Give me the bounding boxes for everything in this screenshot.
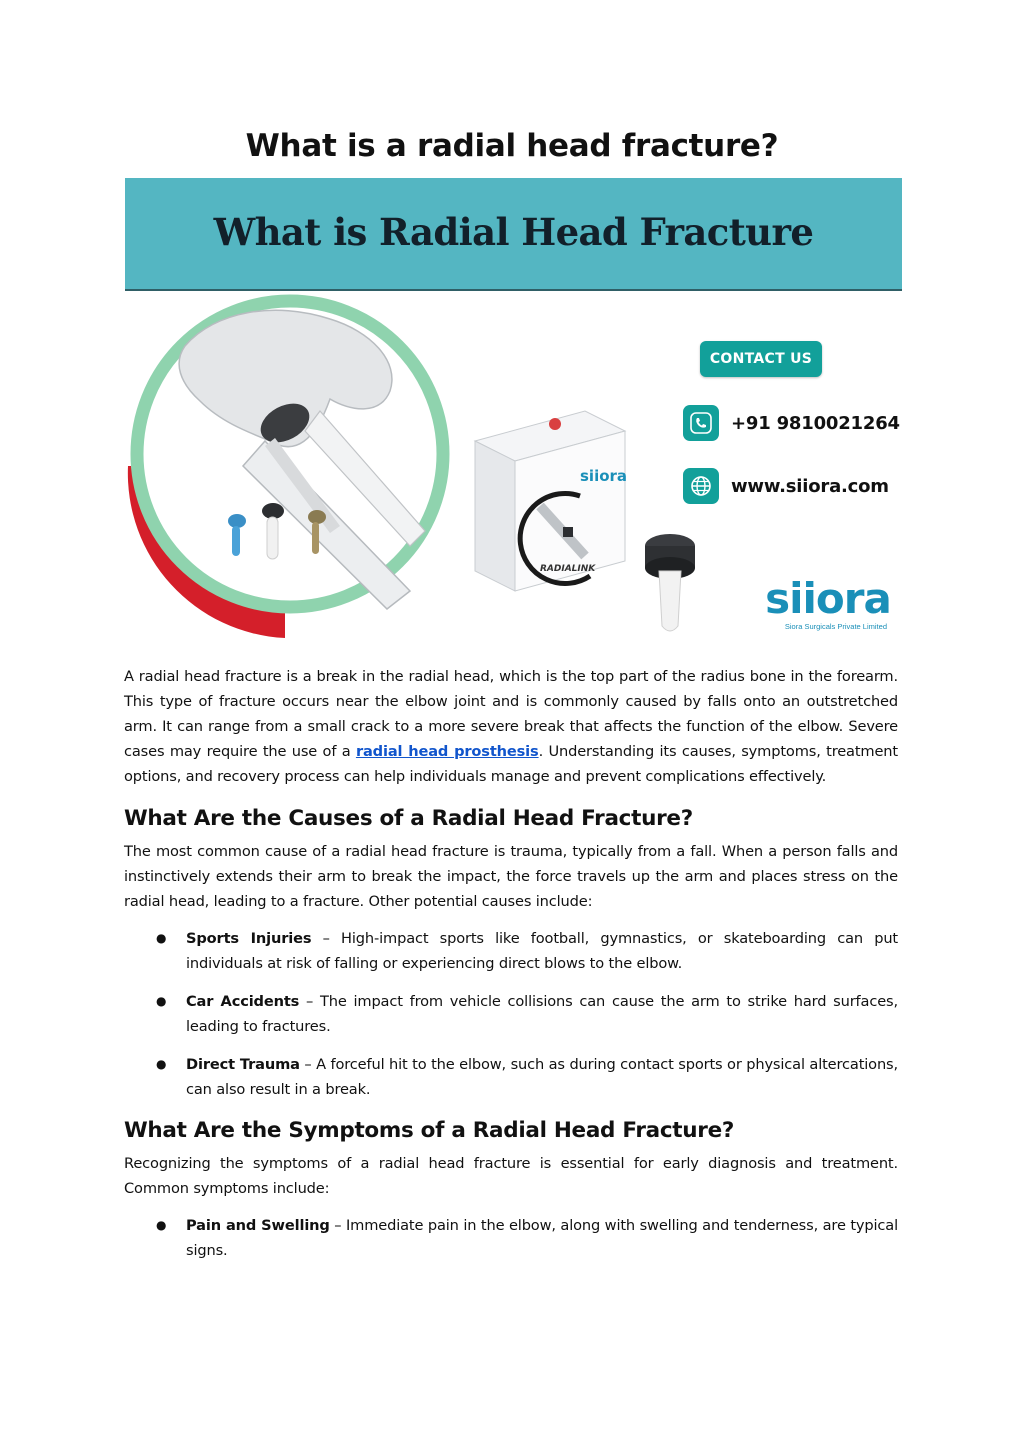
intro-text: A radial head fracture is a break in the radial head, which is the top part of the radius bone in the forearm. This type of fracture occurs near the elbow joint and is commonly caused by falls onto an outstretched arm. It can range from a small crack to a more severe break that affects the function of the elbow. Severe cases may require the use of a xyxy=(124,668,898,760)
website-row[interactable] xyxy=(683,468,889,504)
implant-large xyxy=(645,534,695,631)
symptoms-heading: What Are the Symptoms of a Radial Head Fracture? xyxy=(124,1118,735,1143)
product-box xyxy=(475,411,627,591)
hero-image xyxy=(125,178,902,648)
list-item-text: – Immediate pain in the elbow, along with swelling and tenderness, are typical signs. xyxy=(186,1217,898,1259)
symptoms-list xyxy=(124,1213,898,1263)
list-item xyxy=(124,926,898,976)
causes-intro: The most common cause of a radial head fracture is trauma, typically from a fall. When a person falls and instinctively extends their arm to break the impact, the force travels up the arm and places stress on the radial head, leading to a fracture. Other potential causes include: xyxy=(124,843,898,910)
list-item-title: Pain and Swelling xyxy=(186,1217,330,1234)
list-item-text: – The impact from vehicle collisions can cause the arm to strike hard surfaces, leading to fractures. xyxy=(186,993,898,1035)
brand-tagline: Siora Surgicals Private Limited xyxy=(784,622,887,631)
phone-number: +91 9810021264 xyxy=(731,412,900,434)
article-body xyxy=(124,664,898,1276)
intro-paragraph xyxy=(124,664,898,789)
list-item xyxy=(124,1052,898,1102)
symptoms-intro: Recognizing the symptoms of a radial head fracture is essential for early diagnosis and treatment. Common symptoms include: xyxy=(124,1155,898,1197)
svg-text:siiora: siiora xyxy=(580,467,628,485)
brand-logo xyxy=(753,574,902,631)
causes-heading: What Are the Causes of a Radial Head Fracture? xyxy=(124,806,693,831)
phone-icon xyxy=(683,405,719,441)
list-item xyxy=(124,1213,898,1263)
svg-text:RADIALINK: RADIALINK xyxy=(540,564,596,574)
list-item-title: Car Accidents xyxy=(186,993,300,1010)
hero-banner xyxy=(125,178,902,291)
list-item-title: Direct Trauma xyxy=(186,1056,300,1073)
list-item-text: – A forceful hit to the elbow, such as during contact sports or physical altercations, can also result in a break. xyxy=(186,1056,898,1098)
radial-head-prosthesis-link[interactable]: radial head prosthesis xyxy=(355,743,539,760)
phone-row[interactable] xyxy=(683,405,900,441)
intro-text-end: . Understanding its causes, symptoms, treatment options, and recovery process can help individuals manage and prevent complications effectively. xyxy=(124,743,898,785)
bullet-icon: ● xyxy=(156,931,167,945)
list-item-text: – High-impact sports like football, gymnastics, or skateboarding can put individuals at risk of falling or experiencing direct blows to the elbow. xyxy=(186,930,898,972)
list-item xyxy=(124,989,898,1039)
brand-name: siiora xyxy=(765,574,891,623)
bullet-icon: ● xyxy=(156,1218,167,1232)
page-title: What is a radial head fracture? xyxy=(245,128,779,164)
causes-list xyxy=(124,926,898,1102)
list-item-title: Sports Injuries xyxy=(186,930,312,947)
globe-icon xyxy=(683,468,719,504)
bullet-icon: ● xyxy=(156,994,167,1008)
hero-banner-title: What is Radial Head Fracture xyxy=(213,209,814,254)
website-url: www.siiora.com xyxy=(731,475,889,497)
contact-us-button[interactable]: CONTACT US xyxy=(700,341,822,377)
bullet-icon: ● xyxy=(156,1057,167,1071)
